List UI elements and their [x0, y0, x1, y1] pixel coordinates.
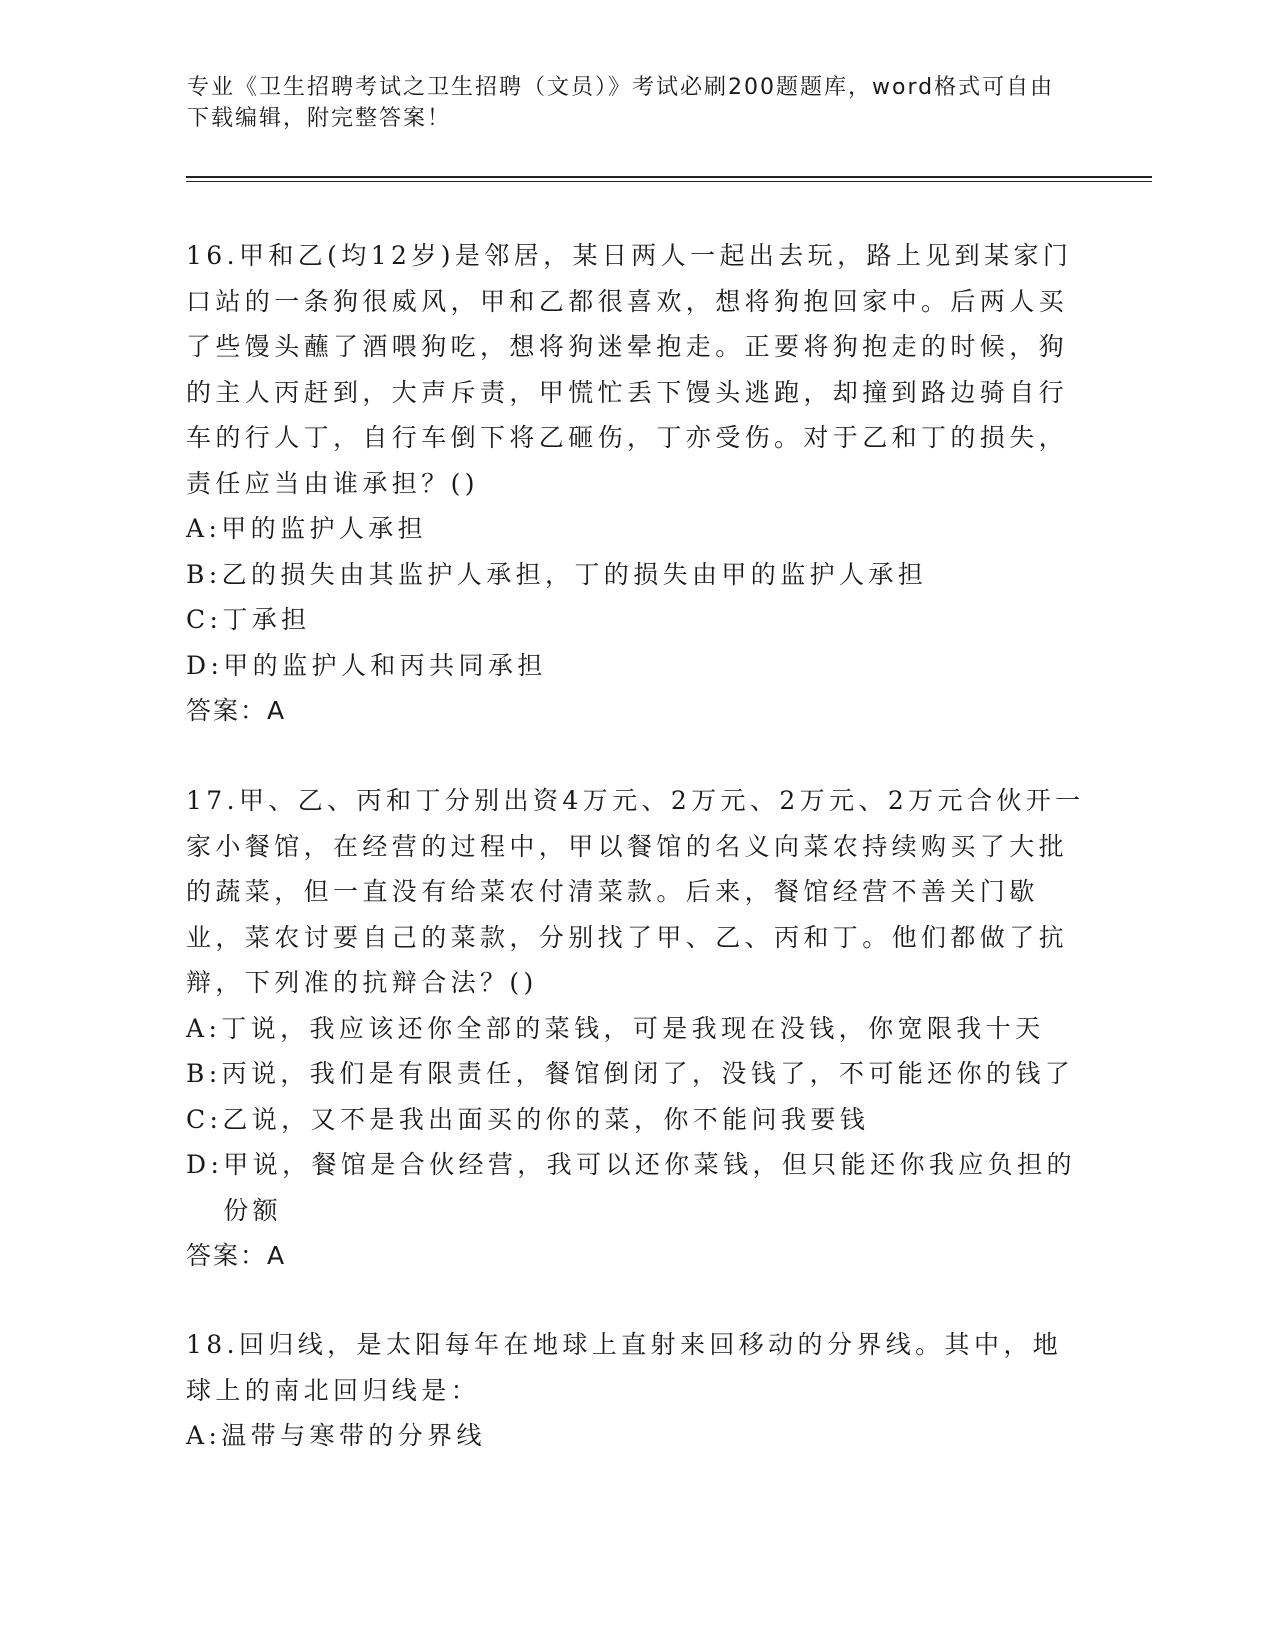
option-c	[186, 597, 1086, 643]
question-17	[186, 778, 1086, 1279]
option-text: 丙说，我们是有限责任，餐馆倒闭了，没钱了，不可能还你的钱了	[221, 1059, 1075, 1088]
option-text: 甲的监护人和丙共同承担	[223, 650, 547, 680]
option-d	[186, 643, 1086, 689]
option-letter: A:	[186, 1421, 222, 1450]
option-letter: A:	[186, 514, 222, 543]
header-divider	[186, 176, 1152, 178]
option-letter: C:	[186, 1104, 223, 1134]
question-16	[186, 233, 1086, 734]
question-18	[186, 1322, 1086, 1459]
option-d	[186, 1142, 1086, 1233]
document-header-title: 专业《卫生招聘考试之卫生招聘（文员）》考试必刷200题题库，word格式可自由下载编辑，附完整答案！	[187, 75, 1055, 131]
option-a	[186, 1006, 1086, 1052]
option-text: 甲的监护人承担	[221, 514, 428, 543]
question-stem: 18.回归线，是太阳每年在地球上直射来回移动的分界线。其中，地球上的南北回归线是：	[186, 1330, 1063, 1405]
option-letter: B:	[186, 559, 222, 589]
option-letter: D:	[186, 1150, 224, 1179]
option-letter: B:	[186, 1059, 222, 1088]
option-text: 乙说，又不是我出面买的你的菜，你不能问我要钱	[222, 1104, 870, 1134]
answer-line: 答案：A	[186, 696, 287, 725]
option-letter: C:	[186, 605, 223, 634]
option-letter: D:	[186, 650, 224, 680]
option-text: 丁说，我应该还你全部的菜钱，可是我现在没钱，你宽限我十天	[221, 1013, 1045, 1043]
option-letter: A:	[186, 1013, 222, 1043]
option-a	[186, 506, 1086, 552]
option-text: 丁承担	[222, 605, 311, 634]
option-text: 温带与寒带的分界线	[221, 1421, 486, 1450]
option-c	[186, 1097, 1086, 1143]
option-a	[186, 1413, 1086, 1459]
option-text: 甲说，餐馆是合伙经营，我可以还你菜钱，但只能还你我应负担的份额	[223, 1150, 1076, 1225]
header-divider-secondary	[186, 181, 1152, 182]
option-b	[186, 552, 1086, 598]
option-b	[186, 1051, 1086, 1097]
question-stem: 17.甲、乙、丙和丁分别出资4万元、2万元、2万元、2万元合伙开一家小餐馆，在经营的过程中，甲以餐馆的名义向菜农持续购买了大批的蔬菜，但一直没有给菜农付清菜款。后来，餐馆经营不善关门歇业，菜农讨要自己的菜款，分别找了甲、乙、丙和丁。他们都做了抗辩，下列准的抗辩合法？()	[186, 786, 1085, 997]
answer-line: 答案：A	[186, 1241, 287, 1270]
question-stem: 16.甲和乙(均12岁)是邻居，某日两人一起出去玩，路上见到某家门口站的一条狗很威风，甲和乙都很喜欢，想将狗抱回家中。后两人买了些馒头蘸了酒喂狗吃，想将狗迷晕抱走。正要将狗抱走的时候，狗的主人丙赶到，大声斥责，甲慌忙丢下馒头逃跑，却撞到路边骑自行车的行人丁，自行车倒下将乙砸伤，丁亦受伤。对于乙和丁的损失，责任应当由谁承担？()	[186, 241, 1073, 498]
option-text: 乙的损失由其监护人承担，丁的损失由甲的监护人承担	[221, 559, 928, 589]
